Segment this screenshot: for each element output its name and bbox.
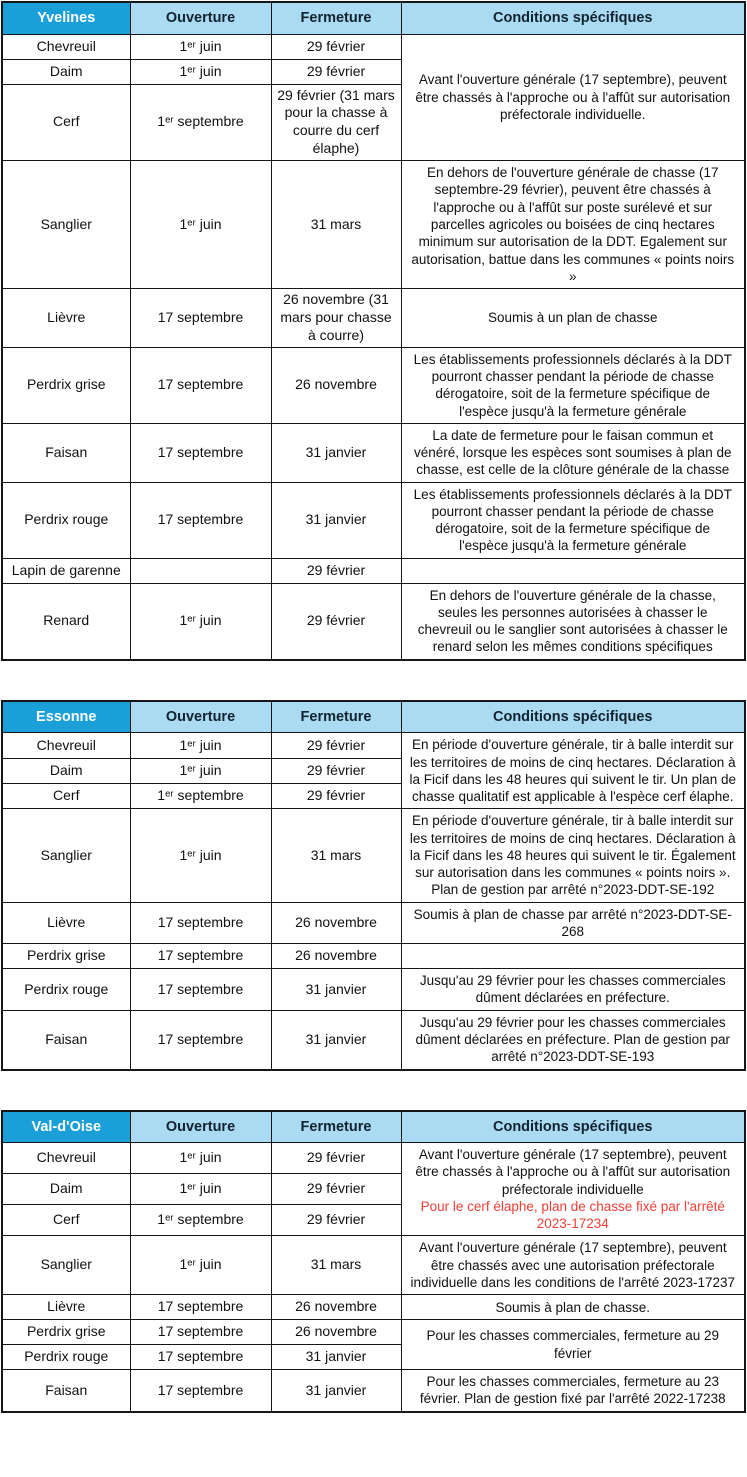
species-cell: Cerf <box>2 1205 130 1236</box>
species-cell: Chevreuil <box>2 34 130 59</box>
table-row <box>2 809 745 902</box>
table-yvelines <box>1 1 746 661</box>
conditions-cell: Les établissements professionnels déclarés à la DDT pourront chasser pendant la période de chasse dérogatoire, soit de la fermeture spécifique de l'espèce jusqu'à la fermeture générale <box>401 347 745 423</box>
table-row <box>2 1143 745 1174</box>
department-header: Yvelines <box>2 2 130 34</box>
ouverture-cell: 17 septembre <box>130 944 271 969</box>
ouverture-cell: 17 septembre <box>130 482 271 558</box>
ouverture-cell: 1ᵉʳ juin <box>130 161 271 289</box>
ouverture-cell: 17 septembre <box>130 1010 271 1069</box>
ouverture-cell: 1ᵉʳ septembre <box>130 1205 271 1236</box>
fermeture-cell: 29 février <box>271 783 401 808</box>
species-cell: Daim <box>2 1174 130 1205</box>
species-cell: Perdrix rouge <box>2 1345 130 1370</box>
column-header-ouverture: Ouverture <box>130 1111 271 1143</box>
fermeture-cell: 26 novembre <box>271 1295 401 1320</box>
fermeture-cell: 29 février <box>271 733 401 758</box>
ouverture-cell: 17 septembre <box>130 1295 271 1320</box>
column-header-fermeture: Fermeture <box>271 1111 401 1143</box>
table-row <box>2 1320 745 1345</box>
column-header-fermeture: Fermeture <box>271 701 401 733</box>
conditions-cell: La date de fermeture pour le faisan commun et vénéré, lorsque les espèces sont soumises à plan de chasse, est celle de la clôture générale de la chasse <box>401 423 745 482</box>
ouverture-cell: 17 septembre <box>130 423 271 482</box>
conditions-red-note: Pour le cerf élaphe, plan de chasse fixé par l'arrêté 2023-17234 <box>420 1198 725 1232</box>
table-row <box>2 583 745 660</box>
ouverture-cell: 1ᵉʳ septembre <box>130 783 271 808</box>
ouverture-cell: 17 septembre <box>130 902 271 944</box>
species-cell: Lièvre <box>2 289 130 348</box>
fermeture-cell: 26 novembre <box>271 347 401 423</box>
ouverture-cell: 1ᵉʳ juin <box>130 733 271 758</box>
species-cell: Cerf <box>2 783 130 808</box>
fermeture-cell: 29 février <box>271 1205 401 1236</box>
species-cell: Lièvre <box>2 1295 130 1320</box>
species-cell: Perdrix rouge <box>2 482 130 558</box>
table-row <box>2 289 745 348</box>
species-cell: Perdrix grise <box>2 944 130 969</box>
conditions-cell: En dehors de l'ouverture générale de chasse (17 septembre-29 février), peuvent être chassés à l'approche ou à l'affût sur poste surélevé et sur parcelles agricoles ou boisées de cinq hectares minimum sur autorisation de la DDT. Egalement sur autorisation, battue dans les communes « points noirs » <box>401 161 745 289</box>
column-header-conditions: Conditions spécifiques <box>401 2 745 34</box>
conditions-cell: Avant l'ouverture générale (17 septembre), peuvent être chassés avec une autorisation préfectorale individuelle dans les conditions de l'arrêté 2023-17237 <box>401 1236 745 1295</box>
ouverture-cell <box>130 558 271 583</box>
header-row <box>2 701 745 733</box>
ouverture-cell: 17 septembre <box>130 1320 271 1345</box>
fermeture-cell: 29 février (31 mars pour la chasse à courre du cerf élaphe) <box>271 84 401 161</box>
conditions-text: Avant l'ouverture générale (17 septembre), peuvent être chassés à l'approche ou à l'affût sur autorisation préfectorale individuelle <box>415 1147 731 1197</box>
table-row <box>2 482 745 558</box>
conditions-cell: En dehors de l'ouverture générale de la chasse, seules les personnes autorisées à chasser le chevreuil ou le sanglier sont autorisées à chasser le renard selon les mêmes conditions spécifiques <box>401 583 745 660</box>
fermeture-cell: 26 novembre (31 mars pour chasse à courre) <box>271 289 401 348</box>
ouverture-cell: 1ᵉʳ juin <box>130 59 271 84</box>
table-row <box>2 161 745 289</box>
table-row <box>2 902 745 944</box>
fermeture-cell: 31 janvier <box>271 1370 401 1412</box>
species-cell: Sanglier <box>2 161 130 289</box>
column-header-conditions: Conditions spécifiques <box>401 701 745 733</box>
table-essonne <box>1 700 746 1071</box>
ouverture-cell: 17 septembre <box>130 969 271 1011</box>
species-cell: Perdrix grise <box>2 347 130 423</box>
department-header: Val-d'Oise <box>2 1111 130 1143</box>
conditions-cell: Pour les chasses commerciales, fermeture au 23 février. Plan de gestion fixé par l'arrêté 2022-17238 <box>401 1370 745 1412</box>
conditions-cell: Soumis à plan de chasse par arrêté n°2023-DDT-SE-268 <box>401 902 745 944</box>
species-cell: Faisan <box>2 1010 130 1069</box>
conditions-cell: Soumis à plan de chasse. <box>401 1295 745 1320</box>
conditions-cell: Les établissements professionnels déclarés à la DDT pourront chasser pendant la période de chasse dérogatoire, soit de la fermeture spécifique de l'espèce jusqu'à la fermeture générale <box>401 482 745 558</box>
fermeture-cell: 31 janvier <box>271 1010 401 1069</box>
ouverture-cell: 17 septembre <box>130 289 271 348</box>
conditions-cell: Jusqu'au 29 février pour les chasses commerciales dûment déclarées en préfecture. Plan de gestion par arrêté n°2023-DDT-SE-193 <box>401 1010 745 1069</box>
species-cell: Perdrix rouge <box>2 969 130 1011</box>
conditions-cell: Soumis à un plan de chasse <box>401 289 745 348</box>
fermeture-cell: 26 novembre <box>271 1320 401 1345</box>
species-cell: Cerf <box>2 84 130 161</box>
table-row <box>2 1236 745 1295</box>
table-row <box>2 1370 745 1412</box>
ouverture-cell: 1ᵉʳ juin <box>130 809 271 902</box>
ouverture-cell: 17 septembre <box>130 1345 271 1370</box>
fermeture-cell: 29 février <box>271 59 401 84</box>
conditions-cell <box>401 1143 745 1236</box>
fermeture-cell: 31 mars <box>271 1236 401 1295</box>
species-cell: Lapin de garenne <box>2 558 130 583</box>
species-cell: Faisan <box>2 423 130 482</box>
species-cell: Lièvre <box>2 902 130 944</box>
species-cell: Chevreuil <box>2 733 130 758</box>
table-val-doise <box>1 1110 746 1413</box>
table-row <box>2 969 745 1011</box>
species-cell: Renard <box>2 583 130 660</box>
conditions-cell: En période d'ouverture générale, tir à balle interdit sur les territoires de moins de cinq hectares. Déclaration à la Ficif dans les 48 heures qui suivent le tir. Également sur autorisation dans les communes « points noirs ». Plan de gestion par arrêté n°2023-DDT-SE-192 <box>401 809 745 902</box>
fermeture-cell: 31 janvier <box>271 969 401 1011</box>
conditions-cell: Pour les chasses commerciales, fermeture au 29 février <box>401 1320 745 1370</box>
fermeture-cell: 31 janvier <box>271 1345 401 1370</box>
fermeture-cell: 29 février <box>271 34 401 59</box>
fermeture-cell: 29 février <box>271 1174 401 1205</box>
table-row <box>2 558 745 583</box>
ouverture-cell: 17 septembre <box>130 1370 271 1412</box>
fermeture-cell: 26 novembre <box>271 944 401 969</box>
species-cell: Perdrix grise <box>2 1320 130 1345</box>
fermeture-cell: 31 janvier <box>271 482 401 558</box>
table-row <box>2 347 745 423</box>
ouverture-cell: 1ᵉʳ juin <box>130 1143 271 1174</box>
ouverture-cell: 1ᵉʳ septembre <box>130 84 271 161</box>
table-row <box>2 733 745 758</box>
ouverture-cell: 1ᵉʳ juin <box>130 758 271 783</box>
fermeture-cell: 29 février <box>271 558 401 583</box>
conditions-cell: Avant l'ouverture générale (17 septembre), peuvent être chassés à l'approche ou à l'affût sur autorisation préfectorale individuelle. <box>401 34 745 161</box>
ouverture-cell: 1ᵉʳ juin <box>130 1174 271 1205</box>
column-header-fermeture: Fermeture <box>271 2 401 34</box>
conditions-cell <box>401 944 745 969</box>
fermeture-cell: 31 mars <box>271 809 401 902</box>
fermeture-cell: 31 janvier <box>271 423 401 482</box>
conditions-cell: Jusqu'au 29 février pour les chasses commerciales dûment déclarées en préfecture. <box>401 969 745 1011</box>
conditions-cell: En période d'ouverture générale, tir à balle interdit sur les territoires de moins de cinq hectares. Déclaration à la Ficif dans les 48 heures qui suivent le tir. Un plan de chasse qualitatif est applicable à l'espèce cerf élaphe. <box>401 733 745 809</box>
column-header-ouverture: Ouverture <box>130 701 271 733</box>
ouverture-cell: 1ᵉʳ juin <box>130 1236 271 1295</box>
species-cell: Daim <box>2 758 130 783</box>
ouverture-cell: 1ᵉʳ juin <box>130 583 271 660</box>
species-cell: Daim <box>2 59 130 84</box>
fermeture-cell: 31 mars <box>271 161 401 289</box>
department-header: Essonne <box>2 701 130 733</box>
fermeture-cell: 29 février <box>271 758 401 783</box>
fermeture-cell: 29 février <box>271 1143 401 1174</box>
table-row <box>2 34 745 59</box>
species-cell: Chevreuil <box>2 1143 130 1174</box>
column-header-conditions: Conditions spécifiques <box>401 1111 745 1143</box>
table-row <box>2 423 745 482</box>
conditions-cell <box>401 558 745 583</box>
fermeture-cell: 26 novembre <box>271 902 401 944</box>
table-row <box>2 944 745 969</box>
table-row <box>2 1295 745 1320</box>
ouverture-cell: 1ᵉʳ juin <box>130 34 271 59</box>
ouverture-cell: 17 septembre <box>130 347 271 423</box>
header-row <box>2 2 745 34</box>
column-header-ouverture: Ouverture <box>130 2 271 34</box>
species-cell: Sanglier <box>2 1236 130 1295</box>
header-row <box>2 1111 745 1143</box>
species-cell: Sanglier <box>2 809 130 902</box>
table-row <box>2 1010 745 1069</box>
fermeture-cell: 29 février <box>271 583 401 660</box>
species-cell: Faisan <box>2 1370 130 1412</box>
